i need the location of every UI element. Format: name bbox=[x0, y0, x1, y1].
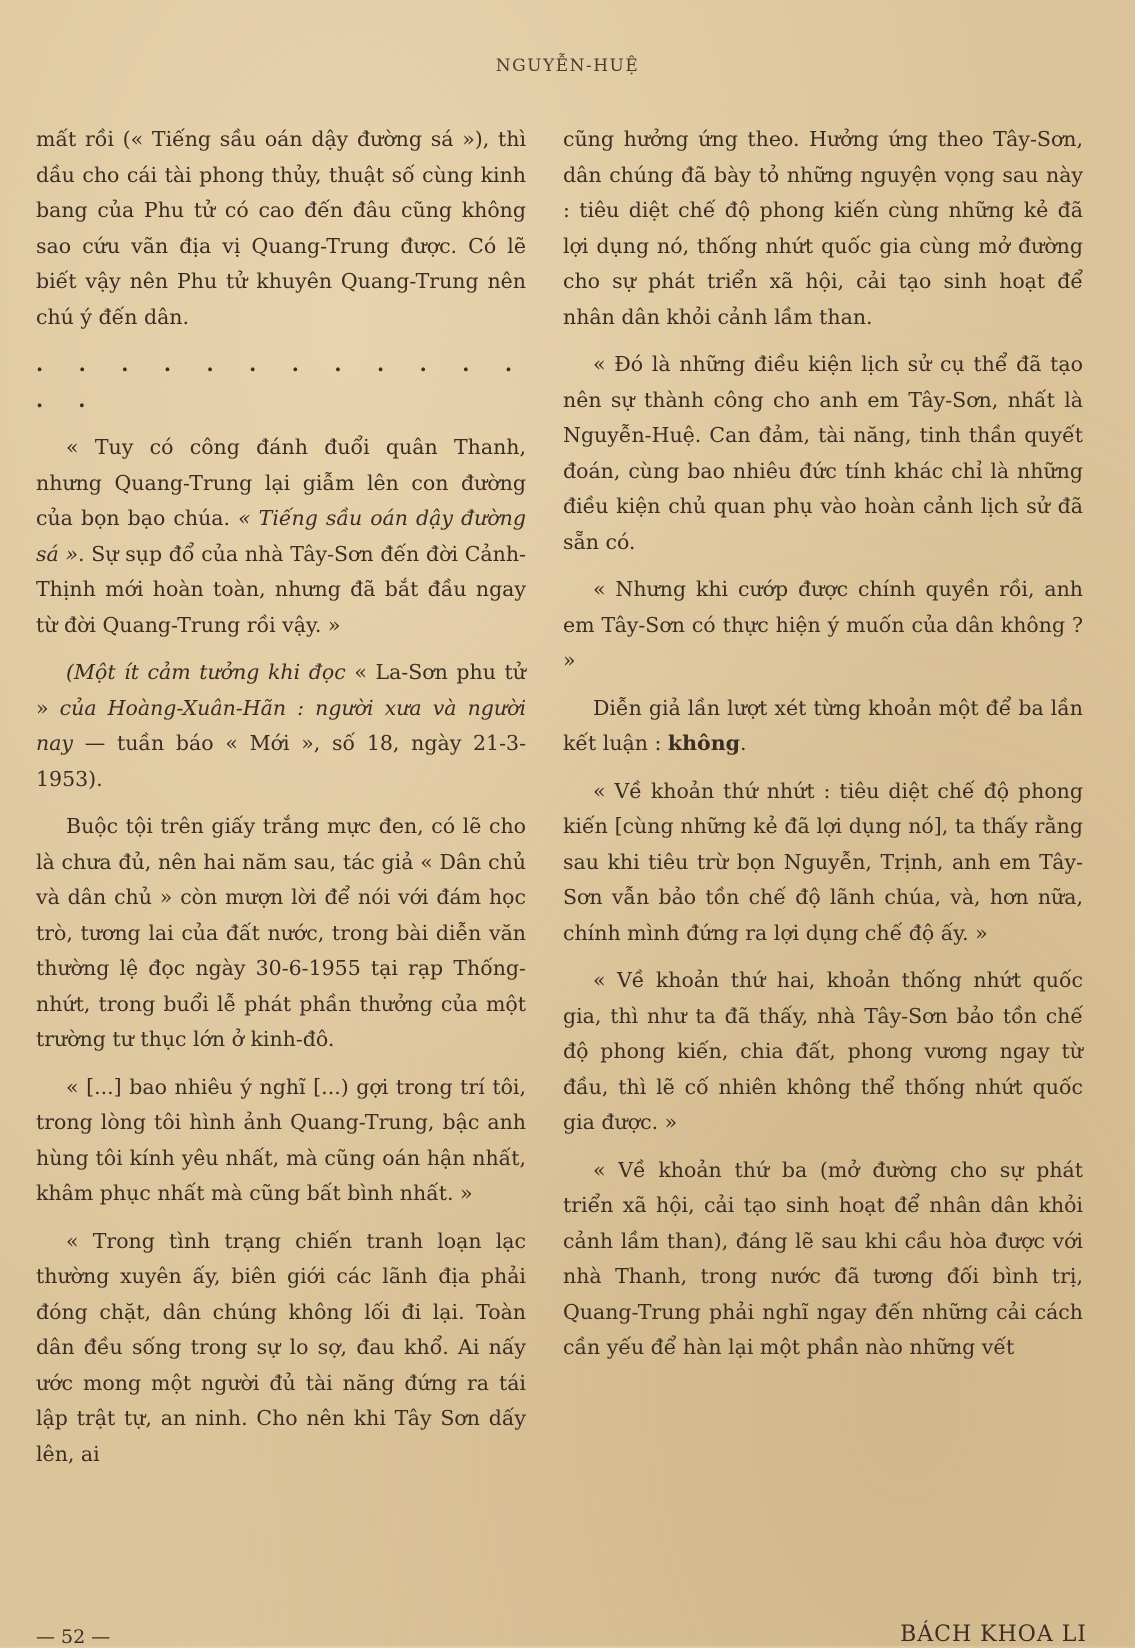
quote-paragraph: « Đó là những điều kiện lịch sử cụ thể đã tạo nên sự thành công cho anh em Tây-Sơn, nhất là Nguyễn-Huệ. Can đảm, tài năng, tinh thần quyết đoán, cùng bao nhiêu đức tính khác chỉ là những điều kiện chủ quan phụ vào hoàn cảnh lịch sử đã sẵn có. bbox=[563, 352, 1083, 554]
paragraph: cũng hưởng ứng theo. Hưởng ứng theo Tây-Sơn, dân chúng đã bày tỏ những nguyện vọng sau này : tiêu diệt chế độ phong kiến cùng những kẻ đã lợi dụng nó, thống nhứt quốc gia cùng mở đường cho sự phát triển xã hội, cải tạo sinh hoạt để nhân dân khỏi cảnh lầm than. bbox=[563, 127, 1083, 329]
text-run: Diễn giả lần lượt xét từng khoản một để ba lần kết luận : bbox=[563, 695, 1083, 755]
quote-paragraph bbox=[36, 430, 526, 643]
ellipsis-divider: . . . . . . . . . . . . . . bbox=[36, 352, 526, 412]
text-run: . Sự sụp đổ của nhà Tây-Sơn đến đời Cảnh-Thịnh mới hoàn toàn, nhưng đã bắt đầu ngay từ đời Quang-Trung rồi vậy. » bbox=[36, 541, 526, 637]
publication-name: BÁCH KHOA LI bbox=[900, 1622, 1087, 1647]
running-header: NGUYỄN-HUỆ bbox=[495, 56, 640, 76]
citation-text: — tuần báo « Mới », số 18, ngày 21-3-1953). bbox=[36, 731, 526, 791]
paragraph: mất rồi (« Tiếng sầu oán dậy đường sá »), thì dầu cho cái tài phong thủy, thuật số cùng kinh bang của Phu tử có cao đến đâu cũng không sao cứu vãn địa vị Quang-Trung được. Có lẽ biết vậy nên Phu tử khuyên Quang-Trung nên chú ý đến dân. bbox=[36, 127, 526, 329]
citation-title: (Một ít cảm tưởng khi đọc bbox=[66, 660, 346, 684]
quote-paragraph: « Trong tình trạng chiến tranh loạn lạc thường xuyên ấy, biên giới các lãnh địa phải đóng chặt, dân chúng không lối đi lại. Toàn dân đều sống trong sự lo sợ, đau khổ. Ai nấy ước mong một người đủ tài năng đứng ra tái lập trật tự, an ninh. Cho nên khi Tây Sơn dấy lên, ai bbox=[36, 1228, 526, 1466]
page-number: — 52 — bbox=[36, 1626, 111, 1648]
text-run: . bbox=[739, 731, 747, 755]
right-column bbox=[563, 122, 1083, 1378]
citation-text: « La-Sơn phu tử » bbox=[36, 660, 526, 720]
text-run: « Tuy có công đánh đuổi quân Thanh, nhưng Quang-Trung lại giẫm lên con đường của bọn bạo chúa. bbox=[36, 435, 526, 530]
bold-text-run: không bbox=[667, 731, 740, 755]
paragraph: Buộc tội trên giấy trắng mực đen, có lẽ cho là chưa đủ, nên hai năm sau, tác giả « Dân chủ và dân chủ » còn mượn lời để nói với đám học trò, tương lai của đất nước, trong bài diễn văn thường lệ đọc ngày 30-6-1955 tại rạp Thống-nhứt, trong buổi lễ phát phần thưởng của một trường tư thục lớn ở kinh-đô. bbox=[36, 814, 526, 1051]
quote-paragraph: « Về khoản thứ nhứt : tiêu diệt chế độ phong kiến [cùng những kẻ đã lợi dụng nó], ta thấy rằng sau khi tiêu trừ bọn Nguyễn, Trịnh, anh em Tây-Sơn vẫn bảo tồn chế độ lãnh chúa, và, hơn nữa, chính mình đứng ra lợi dụng chế độ ấy. » bbox=[563, 778, 1083, 945]
citation-title: của Hoàng-Xuân-Hãn : người xưa và người nay bbox=[36, 695, 527, 755]
italic-text-run: « Tiếng sầu oán dậy đường sá » bbox=[36, 506, 526, 566]
quote-paragraph: « Về khoản thứ ba (mở đường cho sự phát triển xã hội, cải tạo sinh hoạt để nhân dân khỏi cảnh lầm than), đáng lẽ sau khi cầu hòa được với nhà Thanh, trong nước đã tương đối bình trị, Quang-Trung phải nghĩ ngay đến những cải cách cần yếu để hàn lại một phần nào những vết bbox=[563, 1157, 1083, 1359]
paragraph bbox=[563, 691, 1083, 762]
quote-paragraph: « Về khoản thứ hai, khoản thống nhứt quốc gia, thì như ta đã thấy, nhà Tây-Sơn bảo tồn chế độ phong kiến, chia đất, phong vương ngay từ đầu, thì lẽ cố nhiên không thể thống nhứt quốc gia được. » bbox=[563, 968, 1083, 1134]
quote-paragraph: « Nhưng khi cướp được chính quyền rồi, anh em Tây-Sơn có thực hiện ý muốn của dân không ? » bbox=[563, 577, 1083, 672]
quote-paragraph: « [...] bao nhiêu ý nghĩ [...) gợi trong trí tôi, trong lòng tôi hình ảnh Quang-Trung, bậc anh hùng tôi kính yêu nhất, mà cũng oán hận nhất, khâm phục nhất mà cũng bất bình nhất. » bbox=[36, 1074, 526, 1205]
citation bbox=[36, 655, 526, 797]
left-column bbox=[36, 122, 526, 1484]
